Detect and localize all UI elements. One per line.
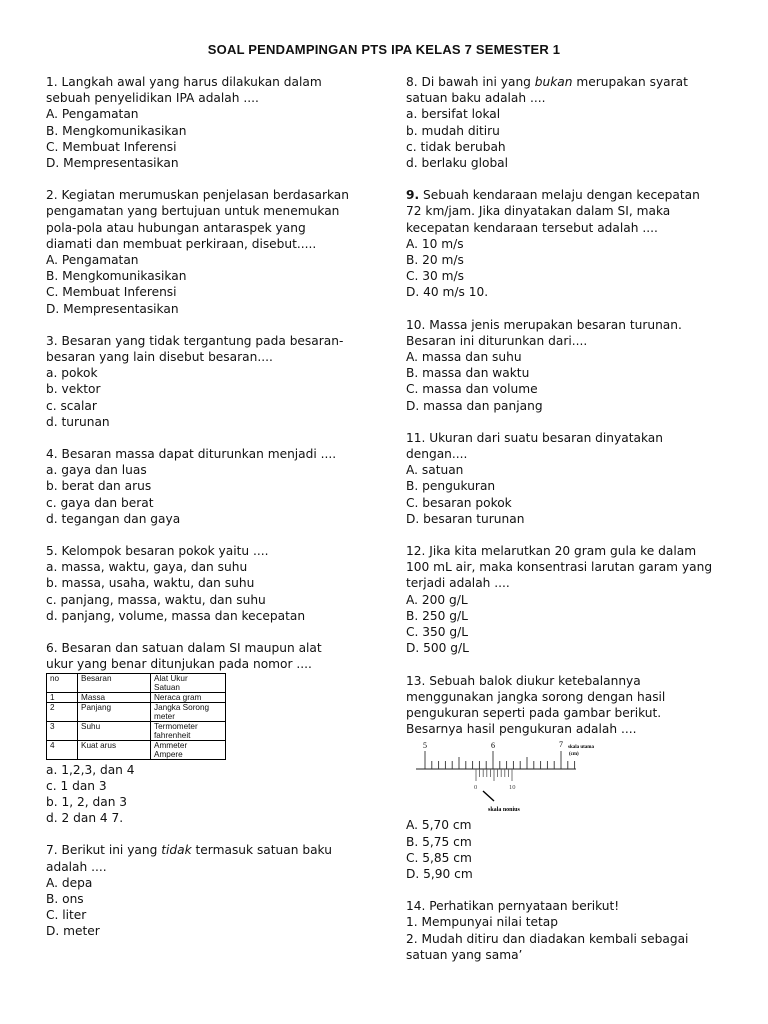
- option: B. Mengkomunikasikan: [46, 123, 187, 138]
- question-text: besaran yang lain disebut besaran....: [46, 350, 273, 365]
- option: a. gaya dan luas: [46, 463, 147, 478]
- option: C. Membuat Inferensi: [46, 139, 177, 154]
- option: B. Mengkomunikasikan: [46, 269, 187, 284]
- question-text: Besaran ini diturunkan dari....: [406, 333, 588, 348]
- question-text: [406, 74, 736, 90]
- table-cell: Jangka Sorong meter: [151, 702, 226, 721]
- table-row: [47, 702, 226, 721]
- option: c. gaya dan berat: [46, 495, 154, 510]
- option: a. bersifat lokal: [406, 107, 501, 122]
- statement-item: 2. Mudah ditiru dan diadakan kembali sebagai: [406, 931, 689, 946]
- table-cell: Kuat arus: [78, 740, 151, 759]
- question-11: [406, 430, 736, 527]
- option: B. massa dan waktu: [406, 366, 530, 381]
- vernier-pointer-arrow: [483, 791, 494, 801]
- option: C. 5,85 cm: [406, 850, 472, 865]
- statement-item: satuan yang sama’: [406, 947, 523, 962]
- option: d. panjang, volume, massa dan kecepatan: [46, 608, 306, 623]
- question-text: 72 km/jam. Jika dinyatakan dalam SI, maka: [406, 204, 671, 219]
- option: d. 2 dan 4 7.: [46, 811, 124, 826]
- option: C. 30 m/s: [406, 269, 464, 284]
- option: D. 5,90 cm: [406, 866, 473, 881]
- vernier-scale-label: skala nonius: [488, 807, 520, 814]
- question-text-part: termasuk satuan baku: [191, 843, 332, 858]
- table-cell: Termometer fahrenheit: [151, 721, 226, 740]
- main-scale-number: 6: [491, 741, 495, 751]
- emphasis-word: tidak: [161, 843, 192, 858]
- table-cell: 1: [47, 692, 78, 702]
- statement-item: 1. Mempunyai nilai tetap: [406, 915, 558, 930]
- question-text-part: 7. Berikut ini yang: [46, 843, 162, 858]
- option: c. panjang, massa, waktu, dan suhu: [46, 592, 266, 607]
- question-text: satuan baku adalah ....: [406, 91, 546, 106]
- vernier-caliper-figure: [408, 739, 594, 815]
- option: D. besaran turunan: [406, 511, 525, 526]
- option: A. massa dan suhu: [406, 350, 522, 365]
- question-text: 2. Kegiatan merumuskan penjelasan berdasarkan: [46, 188, 349, 203]
- option: c. scalar: [46, 398, 97, 413]
- option: d. berlaku global: [406, 156, 509, 171]
- table-header: no: [47, 673, 78, 692]
- question-9: [406, 187, 736, 300]
- option: A. satuan: [406, 463, 464, 478]
- question-text: adalah ....: [46, 859, 107, 874]
- question-text: 5. Kelompok besaran pokok yaitu ....: [46, 544, 269, 559]
- question-text: pola-pola atau hubungan antaraspek yang: [46, 220, 306, 235]
- option: A. 10 m/s: [406, 236, 464, 251]
- option: b. berat dan arus: [46, 479, 152, 494]
- question-4: [46, 446, 376, 527]
- question-text: pengukuran seperti pada gambar berikut.: [406, 705, 662, 720]
- question-text: 10. Massa jenis merupakan besaran turunan.: [406, 317, 682, 332]
- option: b. mudah ditiru: [406, 123, 500, 138]
- option: D. meter: [46, 924, 100, 939]
- question-text: pengamatan yang bertujuan untuk menemukan: [46, 204, 340, 219]
- option: B. 20 m/s: [406, 253, 464, 268]
- option: C. Membuat Inferensi: [46, 285, 177, 300]
- question-text: menggunakan jangka sorong dengan hasil: [406, 689, 666, 704]
- option: b. massa, usaha, waktu, dan suhu: [46, 576, 255, 591]
- main-scale-unit: (cm): [569, 752, 579, 758]
- option: D. Mempresentasikan: [46, 156, 179, 171]
- table-cell: 3: [47, 721, 78, 740]
- question-text: terjadi adalah ....: [406, 576, 510, 591]
- option: d. tegangan dan gaya: [46, 511, 181, 526]
- question-text: diamati dan membuat perkiraan, disebut.....: [46, 236, 317, 251]
- units-table: [46, 673, 226, 760]
- question-8: [406, 74, 736, 171]
- option: b. vektor: [46, 382, 101, 397]
- page-title: SOAL PENDAMPINGAN PTS IPA KELAS 7 SEMESTER 1: [207, 42, 561, 57]
- option: D. 40 m/s 10.: [406, 285, 489, 300]
- table-cell: Neraca gram: [151, 692, 226, 702]
- option: D. Mempresentasikan: [46, 301, 179, 316]
- option: d. turunan: [46, 414, 110, 429]
- option: D. massa dan panjang: [406, 398, 543, 413]
- question-text: 6. Besaran dan satuan dalam SI maupun alat: [46, 641, 322, 656]
- question-text: [46, 842, 376, 858]
- option: A. depa: [46, 875, 93, 890]
- table-header: Besaran: [78, 673, 151, 692]
- question-2: [46, 187, 376, 317]
- question-text: 13. Sebuah balok diukur ketebalannya: [406, 673, 641, 688]
- question-text: 12. Jika kita melarutkan 20 gram gula ke dalam: [406, 544, 697, 559]
- question-text: 11. Ukuran dari suatu besaran dinyatakan: [406, 430, 663, 445]
- table-cell: Panjang: [78, 702, 151, 721]
- option: A. Pengamatan: [46, 253, 139, 268]
- question-12: [406, 543, 736, 656]
- question-14: [406, 898, 736, 963]
- table-cell: 2: [47, 702, 78, 721]
- option: C. massa dan volume: [406, 382, 538, 397]
- question-5: [46, 543, 376, 624]
- table-cell: 4: [47, 740, 78, 759]
- question-text: 1. Langkah awal yang harus dilakukan dalam: [46, 75, 322, 89]
- vernier-scale-ticks: [476, 769, 512, 781]
- main-scale-ticks: [425, 751, 575, 769]
- option: D. 500 g/L: [406, 641, 469, 656]
- table-row: [47, 740, 226, 759]
- question-text: kecepatan kendaraan tersebut adalah ....: [406, 220, 658, 235]
- option: C. 350 g/L: [406, 625, 469, 640]
- question-10: [406, 317, 736, 414]
- table-row: [47, 721, 226, 740]
- question-text-part: Sebuah kendaraan melaju dengan kecepatan: [419, 188, 700, 203]
- question-text: Besarnya hasil pengukuran adalah ....: [406, 722, 637, 737]
- option: a. massa, waktu, gaya, dan suhu: [46, 560, 248, 575]
- question-6: [46, 640, 376, 826]
- vernier-scale-number: 0: [474, 784, 478, 792]
- option: c. tidak berubah: [406, 139, 506, 154]
- right-column: [406, 74, 736, 979]
- main-scale-number: 7: [559, 740, 563, 750]
- question-13: [406, 673, 736, 883]
- emphasis-word: bukan: [534, 75, 573, 89]
- main-scale-label: skala utama: [568, 745, 594, 751]
- table-header: Alat Ukur Satuan: [151, 673, 226, 692]
- question-text: 100 mL air, maka konsentrasi larutan garam yang: [406, 560, 713, 575]
- table-cell: Suhu: [78, 721, 151, 740]
- option: A. 5,70 cm: [406, 818, 472, 833]
- question-text: 3. Besaran yang tidak tergantung pada besaran-: [46, 333, 344, 348]
- vernier-scale-number: 10: [509, 784, 516, 792]
- option: C. liter: [46, 908, 87, 923]
- option: B. 5,75 cm: [406, 834, 472, 849]
- question-7: [46, 842, 376, 939]
- question-text: [406, 187, 736, 203]
- left-column: [46, 74, 376, 956]
- option: c. 1 dan 3: [46, 778, 107, 793]
- question-text: 4. Besaran massa dapat diturunkan menjadi ....: [46, 447, 337, 462]
- question-text: dengan....: [406, 447, 468, 462]
- question-number: 9.: [406, 188, 420, 203]
- question-text-part: 8. Di bawah ini yang: [406, 75, 535, 89]
- main-scale-number: 5: [423, 741, 427, 751]
- table-cell: Massa: [78, 692, 151, 702]
- question-text: 14. Perhatikan pernyataan berikut!: [406, 899, 620, 914]
- option: A. 200 g/L: [406, 592, 468, 607]
- option: A. Pengamatan: [46, 107, 139, 122]
- table-cell: Ammeter Ampere: [151, 740, 226, 759]
- question-text-part: merupakan syarat: [572, 75, 688, 89]
- option: b. 1, 2, dan 3: [46, 794, 128, 809]
- option: a. pokok: [46, 366, 98, 381]
- option: B. 250 g/L: [406, 608, 468, 623]
- question-1: [46, 74, 376, 171]
- option: C. besaran pokok: [406, 495, 512, 510]
- table-header-row: [47, 673, 226, 692]
- option: B. ons: [46, 891, 84, 906]
- question-3: [46, 333, 376, 430]
- question-text: sebuah penyelidikan IPA adalah ....: [46, 91, 259, 106]
- option: a. 1,2,3, dan 4: [46, 762, 135, 777]
- question-text: ukur yang benar ditunjukan pada nomor ....: [46, 657, 312, 672]
- table-row: [47, 692, 226, 702]
- option: B. pengukuran: [406, 479, 496, 494]
